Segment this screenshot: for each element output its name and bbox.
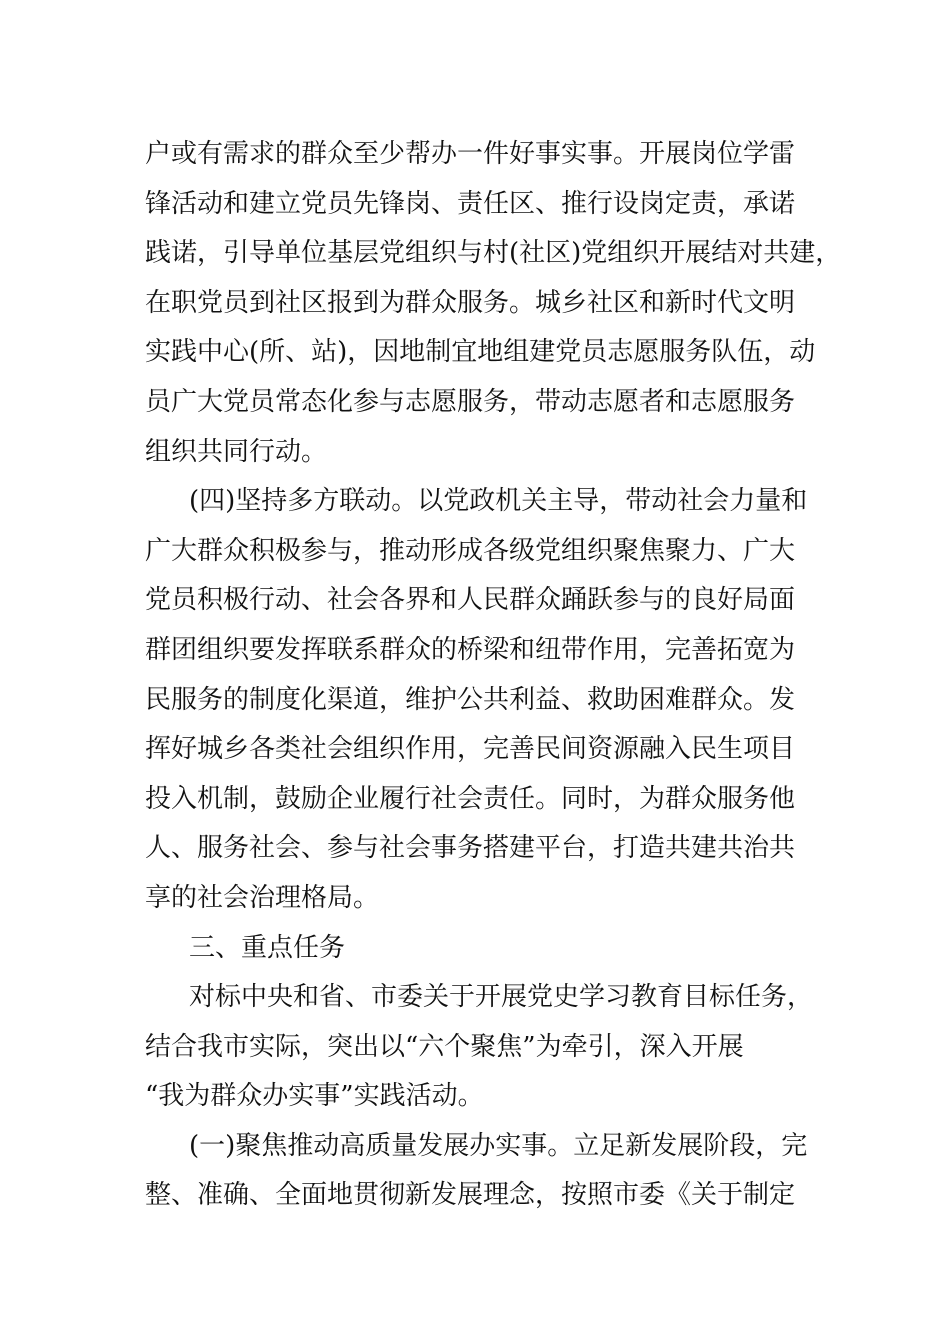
text-line: 员广大党员常态化参与志愿服务，带动志愿者和志愿服务 [145,386,796,417]
text-line: (四)坚持多方联动。以党政机关主导，带动社会力量和 [189,486,808,517]
text-line: 投入机制，鼓励企业履行社会责任。同时，为群众服务他 [145,783,796,814]
text-line: 组织共同行动。 [145,436,328,467]
text-line: 挥好城乡各类社会组织作用，完善民间资源融入民生项目 [145,734,796,765]
text-line: 人、服务社会、参与社会事务搭建平台，打造共建共治共 [145,833,796,864]
text-line: 广大群众积极参与，推动形成各级党组织聚焦聚力、广大 [145,535,796,566]
text-line: 实践中心(所、站)，因地制宜地组建党员志愿服务队伍，动 [145,337,816,368]
text-line: 群团组织要发挥联系群众的桥梁和纽带作用，完善拓宽为 [145,634,796,665]
text-line: 在职党员到社区报到为群众服务。城乡社区和新时代文明 [145,287,796,318]
text-line: 锋活动和建立党员先锋岗、责任区、推行设岗定责，承诺 [145,188,796,219]
text-line: (一)聚焦推动高质量发展办实事。立足新发展阶段，完 [189,1130,808,1161]
text-line: 党员积极行动、社会各界和人民群众踊跃参与的良好局面 [145,585,796,616]
text-line: 享的社会治理格局。 [145,882,380,913]
text-line: 三、重点任务 [189,932,346,963]
text-line: 民服务的制度化渠道，维护公共利益、救助困难群众。发 [145,684,796,715]
text-line: 对标中央和省、市委关于开展党史学习教育目标任务， [189,982,814,1013]
text-line: 践诺，引导单位基层党组织与村(社区)党组织开展结对共建， [145,238,842,269]
document-body [145,130,845,1221]
text-line: 户或有需求的群众至少帮办一件好事实事。开展岗位学雷 [145,139,796,169]
text-line: 整、准确、全面地贯彻新发展理念，按照市委《关于制定 [145,1180,796,1211]
text-line: “我为群众办实事”实践活动。 [145,1081,484,1112]
text-line: 结合我市实际，突出以“六个聚焦”为牵引，深入开展 [145,1031,744,1062]
